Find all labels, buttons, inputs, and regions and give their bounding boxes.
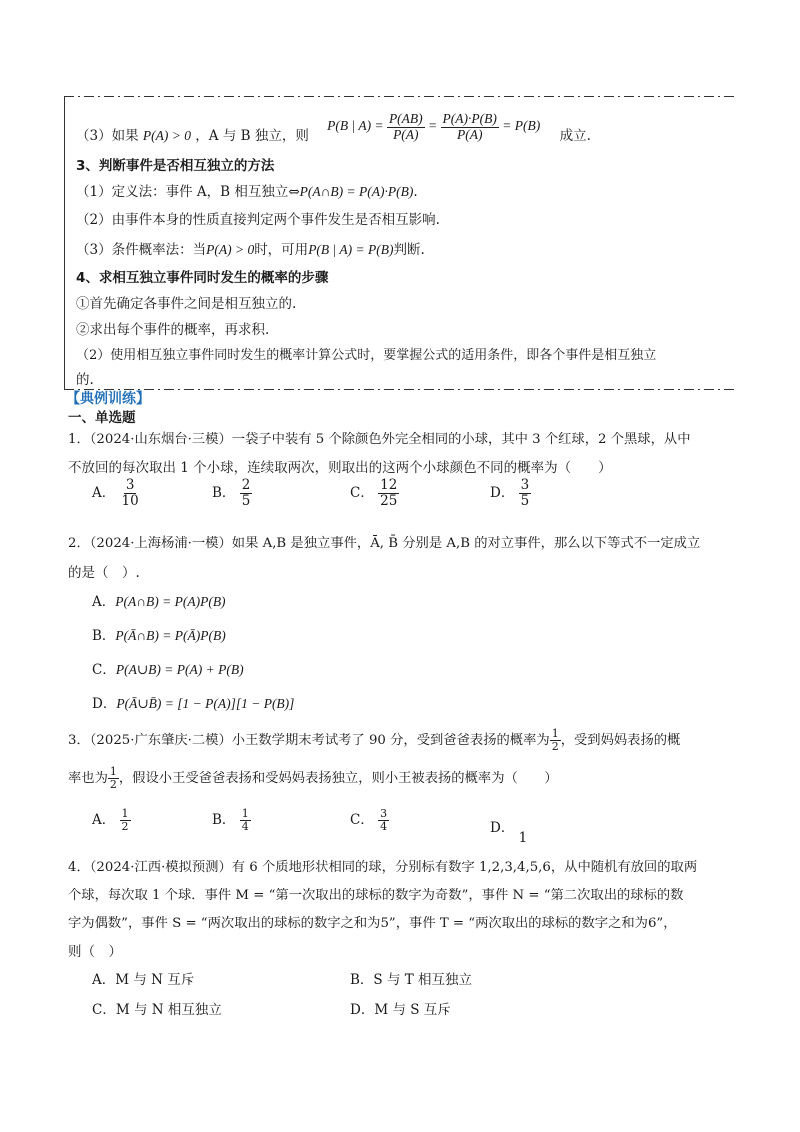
item3-mid: ，A 与 B 独立，则: [195, 128, 309, 145]
s3-item2: （2）由事件本身的性质直接判定两个事件发生是否相互影响.: [76, 212, 440, 228]
box-item3: [76, 112, 591, 143]
q3-line2-a: 率也为: [68, 771, 108, 787]
item3-prefix: （3）如果: [76, 128, 139, 145]
option-label: D．: [350, 1002, 375, 1018]
s3-item3-suffix: 判断.: [393, 242, 425, 258]
q2-option-b[interactable]: [92, 624, 226, 644]
fraction: [120, 478, 141, 509]
q4-option-a[interactable]: [92, 968, 194, 988]
frac-num: 3: [380, 807, 388, 820]
s3-item1-suffix: .: [413, 184, 418, 200]
section4-title: 4、求相互独立事件同时发生的概率的步骤: [76, 270, 329, 286]
q3-option-d[interactable]: [490, 816, 528, 846]
q4-option-d[interactable]: [350, 998, 451, 1018]
frac-den: 4: [241, 820, 249, 834]
fraction: [240, 808, 251, 833]
frac-den: 2: [121, 820, 129, 834]
q4-line2: 个球，每次取 1 个球．事件 M = “第一次取出的球标的数字为奇数”，事件 N = “第二次取出的球标的数: [68, 888, 684, 903]
q4-line3: 字为偶数”，事件 S = “两次取出的球标的数字之和为5”，事件 T = “两次取出的球标的数字之和为6”，: [68, 916, 677, 931]
s3-item1: [76, 180, 418, 200]
item3-eq2: = P(B): [502, 118, 541, 134]
q2-line2: 的是（ ）.: [68, 565, 140, 581]
s3-item3-formula: P(B | A) = P(B): [308, 242, 394, 257]
fraction: [378, 478, 399, 509]
item3-frac2-den: P(A): [456, 126, 483, 142]
option-label: B．: [92, 628, 116, 644]
frac-den: 5: [520, 492, 530, 509]
frac-den: 5: [241, 492, 251, 509]
section1-title: 一、单选题: [68, 410, 136, 426]
option-text: M 与 N 互斥: [115, 972, 195, 988]
option-label: C．: [350, 484, 374, 501]
q2-option-d[interactable]: [92, 692, 294, 712]
option-label: A．: [92, 972, 116, 988]
q3-line2-b: ，假设小王受爸爸表扬和受妈妈表扬独立，则小王被表扬的概率为（ ）: [118, 771, 558, 787]
s4-item2: ②求出每个事件的概率，再求积.: [76, 322, 270, 338]
fraction: [120, 808, 131, 833]
s3-item1-prefix: （1）定义法：事件 A，B 相互独立⇔: [76, 184, 300, 200]
option-text: M 与 N 相互独立: [115, 1002, 222, 1018]
s4-item3-line1: （2）使用相互独立事件同时发生的概率计算公式时，要掌握公式的适用条件，即各个事件是相互独立: [76, 348, 657, 363]
fraction: [550, 728, 561, 753]
item3-frac2: [441, 112, 499, 143]
q1-option-b[interactable]: [212, 478, 252, 509]
option-formula: P(A∩B) = P(A)P(B): [115, 594, 226, 609]
option-formula: P(A∪B) = P(A) + P(B): [115, 662, 244, 677]
q4-option-b[interactable]: [350, 968, 472, 988]
option-label: A．: [92, 594, 116, 610]
frac-den: 2: [551, 740, 559, 754]
frac-num: 2: [241, 477, 251, 493]
item3-formula-lhs: P(B | A) =: [327, 118, 384, 134]
q3-line1: [68, 728, 680, 753]
option-text: M 与 S 互斥: [374, 1002, 451, 1018]
option-label: C．: [92, 662, 116, 678]
frac-num: 12: [380, 477, 398, 493]
q4-line4: 则（ ）: [68, 944, 122, 960]
fraction: [108, 766, 119, 791]
q4-line1: 4．（2024·江西·模拟预测）有 6 个质地形状相同的球，分别标有数字 1,2,3,4,5,6，从中随机有放回的取两: [68, 860, 698, 875]
fraction: [519, 478, 532, 509]
option-label: B．: [350, 972, 374, 988]
option-label: C．: [92, 1002, 116, 1018]
s4-item1: ①首先确定各事件之间是相互独立的.: [76, 296, 297, 312]
frac-num: 1: [551, 727, 559, 740]
q2-option-a[interactable]: [92, 590, 226, 610]
option-label: D．: [92, 696, 117, 712]
frac-den: 4: [380, 820, 388, 834]
frac-num: 3: [520, 477, 530, 493]
q3-option-b[interactable]: [212, 808, 251, 833]
frac-num: 1: [109, 765, 117, 778]
item3-formula: [327, 111, 543, 142]
fraction: [240, 478, 253, 509]
q1-option-d[interactable]: [490, 478, 531, 509]
option-label: A．: [92, 812, 116, 829]
q1-line1: 1．（2024·山东烟台·三模）一袋子中装有 5 个除颜色外完全相同的小球，其中 3 个红球，2 个黑球，从中: [68, 432, 691, 447]
q2-option-c[interactable]: [92, 658, 244, 678]
q2-line1: 2．（2024·上海杨浦·一模）如果 A,B 是独立事件，Ā, B̄ 分别是 A,B 的对立事件，那么以下等式不一定成立: [68, 536, 701, 551]
s3-item3-cond: P(A) > 0: [206, 242, 255, 257]
option-label: D．: [490, 820, 515, 836]
item3-condition: P(A) > 0: [142, 128, 191, 144]
option-label: A．: [92, 484, 116, 501]
item3-frac2-num: P(A)·P(B): [442, 111, 497, 126]
option-text: S 与 T 相互独立: [373, 972, 473, 988]
s3-item3-prefix: （3）条件概率法：当: [76, 242, 207, 258]
s3-item3-mid: 时，可用: [254, 242, 309, 258]
q1-line2: 不放回的每次取出 1 个小球，连续取两次，则取出的这两个小球颜色不同的概率为（ ）: [68, 460, 612, 476]
q3-line2: [68, 766, 558, 791]
training-header: 【典例训练】: [66, 391, 150, 407]
frac-num: 1: [121, 807, 129, 820]
fraction: [378, 808, 389, 833]
option-formula: P(Ā∩B) = P(Ā)P(B): [115, 628, 226, 643]
option-label: B．: [212, 812, 236, 829]
item3-frac1: [387, 112, 425, 143]
s3-item1-formula: P(A∩B) = P(A)·P(B): [299, 184, 414, 199]
frac-den: 10: [121, 492, 139, 509]
item3-eq1: =: [428, 118, 438, 134]
item3-frac1-den: P(A): [393, 126, 419, 142]
q4-option-c[interactable]: [92, 998, 222, 1018]
frac-den: 2: [109, 778, 117, 792]
option-formula: P(Ā∪B̄) = [1 − P(A)][1 − P(B)]: [116, 696, 295, 711]
frac-num: 3: [125, 477, 135, 493]
frac-num: 1: [241, 807, 249, 820]
s4-item3-line2: 的.: [76, 372, 94, 388]
q3-line1-b: ，受到妈妈表扬的概: [560, 733, 681, 749]
q3-option-c[interactable]: [350, 808, 389, 833]
section3-title: 3、判断事件是否相互独立的方法: [76, 158, 275, 174]
item3-suffix: 成立.: [559, 128, 591, 145]
frac-den: 25: [380, 492, 398, 509]
q3-option-a[interactable]: [92, 808, 131, 833]
q3-line1-a: 3．（2025·广东肇庆·二模）小王数学期末考试考了 90 分，受到爸爸表扬的概率为: [68, 733, 550, 749]
option-label: C．: [350, 812, 374, 829]
q1-option-a[interactable]: [92, 478, 141, 509]
s3-item3: [76, 238, 425, 258]
q1-option-c[interactable]: [350, 478, 399, 509]
option-label: D．: [490, 484, 515, 501]
option-label: B．: [212, 484, 236, 501]
option-value: 1: [518, 830, 528, 846]
item3-frac1-num: P(AB): [388, 111, 423, 126]
